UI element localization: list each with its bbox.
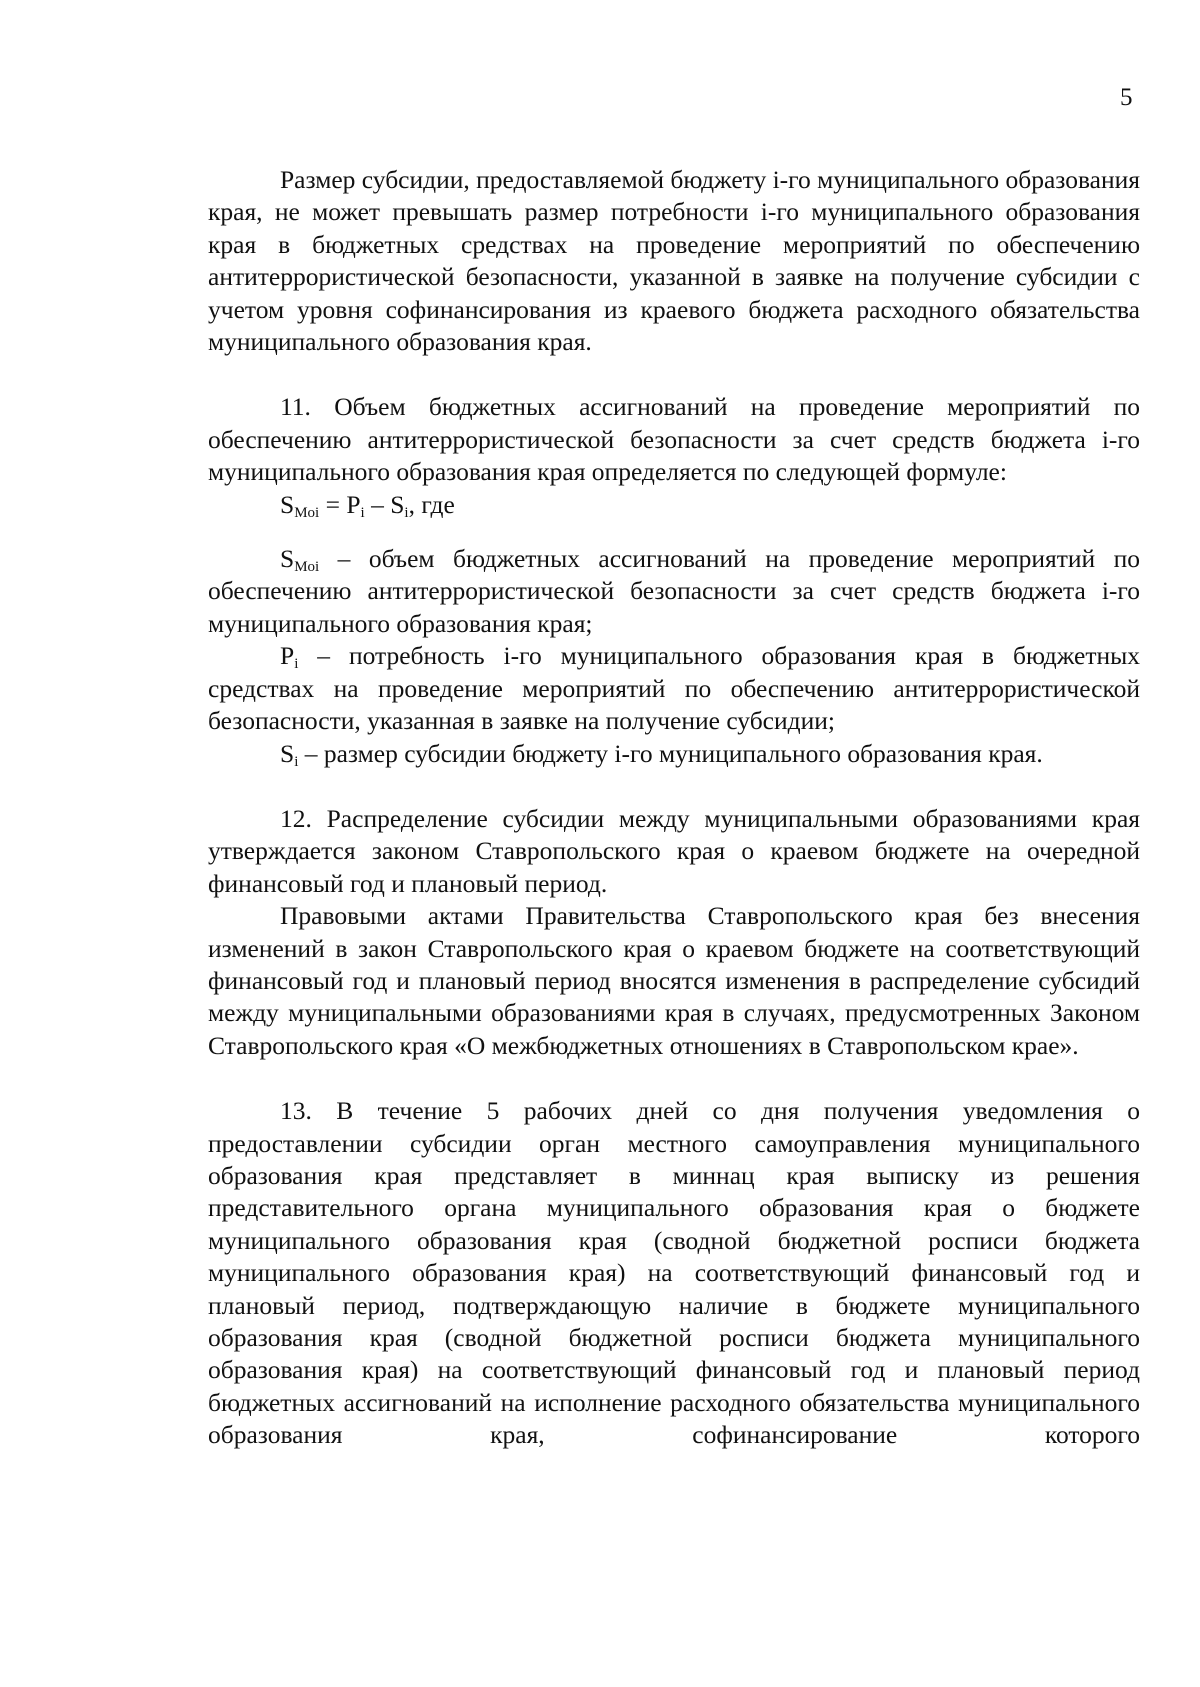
definition-smoi-letter: S: [280, 544, 295, 574]
paragraph-11: 11. Объем бюджетных ассигнований на проведение мероприятий по обеспечению антитеррористической безопасности за счет средств бюджета i-го муниципального образования края определяется по следующей формуле:: [208, 392, 1140, 487]
formula-s-letter: S: [280, 489, 295, 519]
formula-s-subscript: Moi: [294, 504, 320, 521]
paragraph-12: 12. Распределение субсидии между муниципальными образованиями края утверждается законом Ставропольского края о краевом бюджете на очередной финансовый год и плановый период.: [208, 803, 1140, 898]
formula-si-subscript: i: [404, 504, 409, 521]
definition-si-text: – размер субсидии бюджету i-го муниципального образования края.: [298, 738, 1043, 768]
paragraph-subsidy-limit: Размер субсидии, предоставляемой бюджету i-го муниципального образования края, не может превышать размер потребности i-го муниципального образования края в бюджетных средствах на проведение мероприятий по обеспечению антитеррористической безопасности, указанной в заявке на получение субсидии с учетом уровня софинансирования из краевого бюджета расходного обязательства муниципального образования края.: [208, 165, 1140, 357]
definition-smoi-subscript: Moi: [294, 559, 320, 576]
formula: [208, 489, 1140, 521]
paragraph-13: 13. В течение 5 рабочих дней со дня получения уведомления о предоставлении субсидии орган местного самоуправления муниципального образования края представляет в миннац края выписку из решения представительного органа муниципального образования края о бюджете муниципального образования края (сводной бюджетной росписи бюджета муниципального образования края) на соответствующий финансовый год и плановый период, подтверждающую наличие в бюджете муниципального образования края (сводной бюджетной росписи бюджета муниципального образования края) на соответствующий финансовый год и плановый период бюджетных ассигнований на исполнение расходного обязательства муниципального образования края, софинансирование которого: [208, 1096, 1140, 1450]
formula-suffix: , где: [408, 489, 455, 519]
formula-p-letter: P: [346, 489, 361, 519]
formula-equals: =: [319, 489, 347, 519]
definition-smoi-text: – объем бюджетных ассигнований на проведение мероприятий по обеспечению антитеррористической безопасности за счет средств бюджета i-го муниципального образования края;: [208, 544, 1140, 638]
formula-si-letter: S: [390, 489, 405, 519]
definition-pi-text: – потребность i-го муниципального образования края в бюджетных средствах на проведение мероприятий по обеспечению антитеррористической безопасности, указанная в заявке на получение субсидии;: [208, 641, 1140, 736]
document-body: [208, 164, 1140, 1452]
paragraph-12-amendments: Правовыми актами Правительства Ставропольского края без внесения изменений в закон Ставропольского края о краевом бюджете на соответствующий финансовый год и плановый период вносятся изменения в распределение субсидий между муниципальными образованиями края в случаях, предусмотренных Законом Ставропольского края «О межбюджетных отношениях в Ставропольском крае».: [208, 901, 1140, 1060]
definition-si-letter: S: [280, 738, 295, 768]
definition-si: [208, 738, 1140, 770]
formula-minus: –: [364, 489, 391, 519]
definition-pi-subscript: i: [294, 656, 299, 673]
definition-pi: [208, 640, 1140, 737]
definition-si-subscript: i: [294, 753, 299, 770]
formula-p-subscript: i: [360, 504, 365, 521]
definition-pi-letter: P: [280, 641, 295, 671]
page-number: 5: [1120, 84, 1133, 111]
definition-smoi: [208, 543, 1140, 640]
